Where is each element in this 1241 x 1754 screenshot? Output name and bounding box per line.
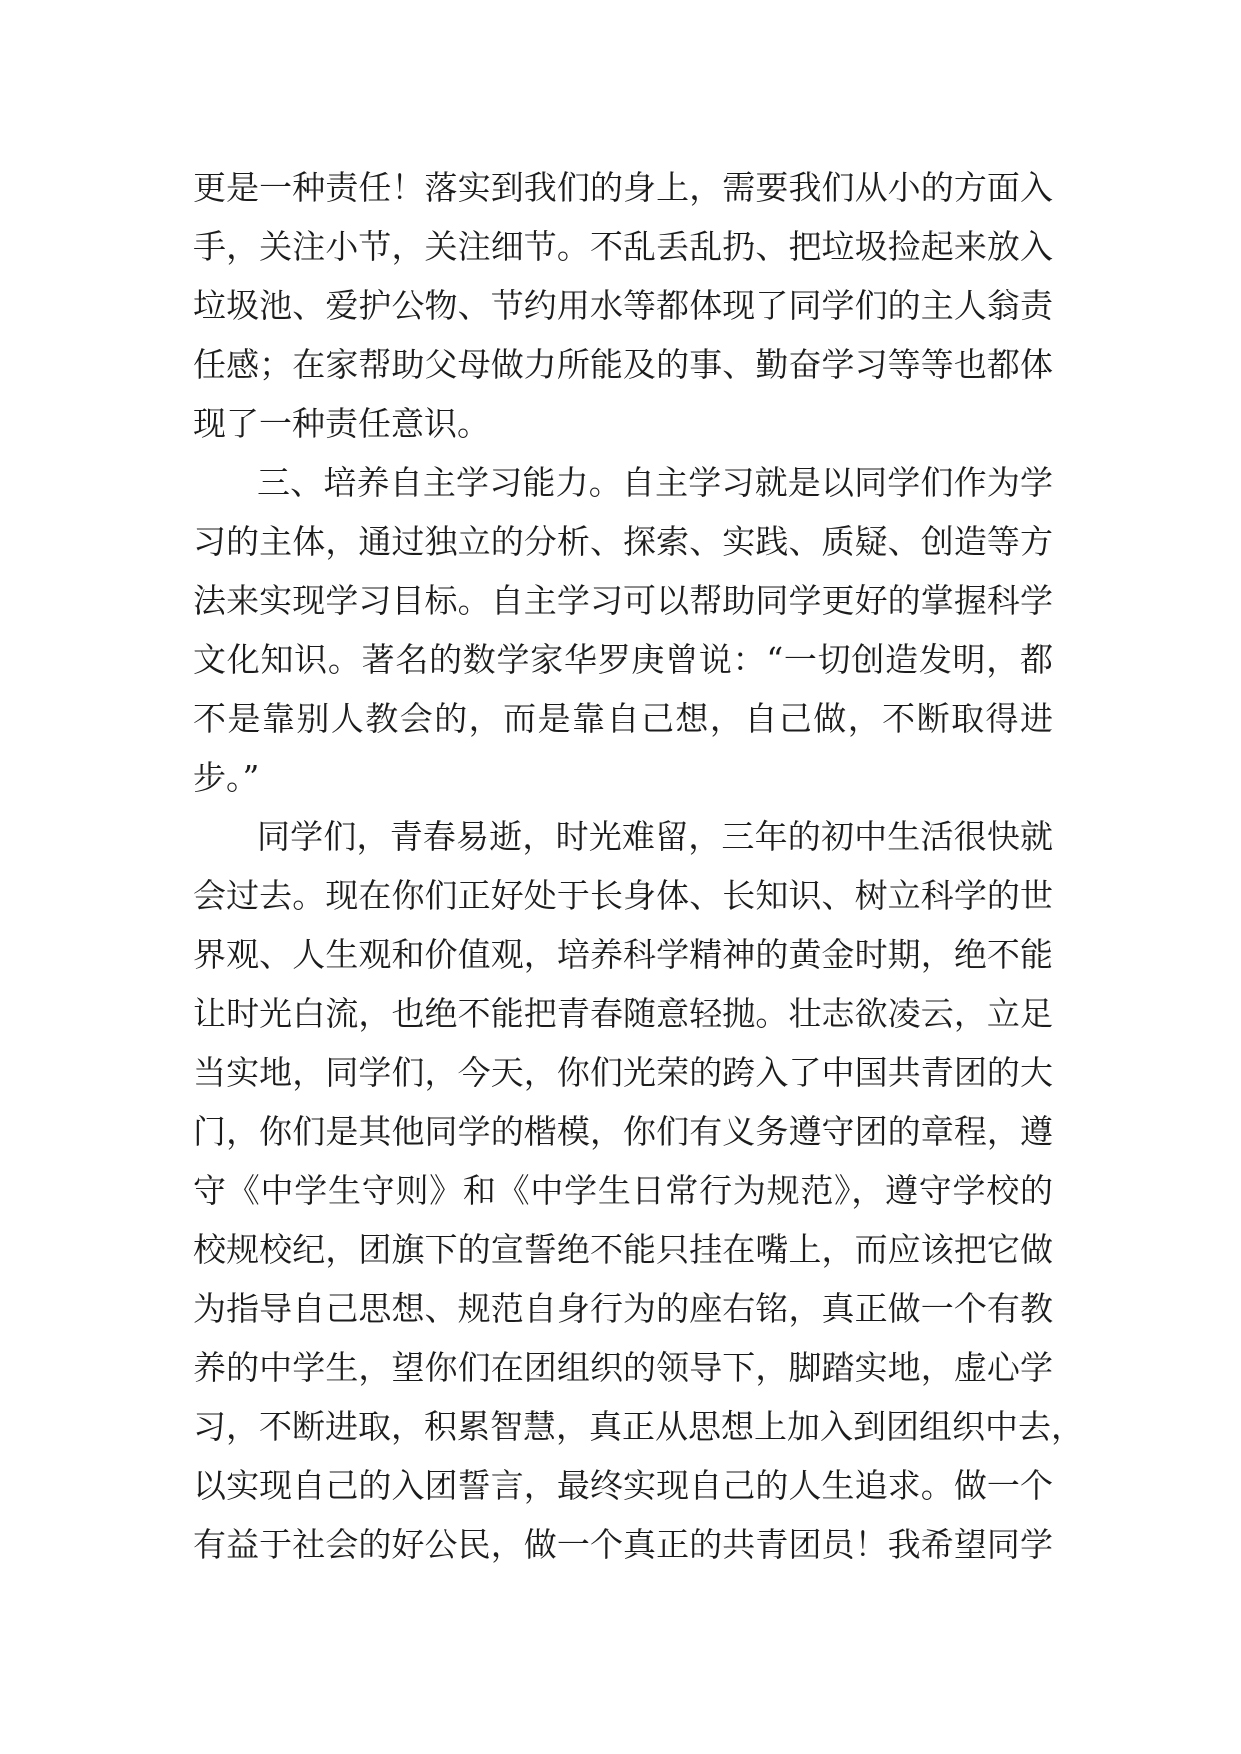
text-line: 法来实现学习目标。自主学习可以帮助同学更好的掌握科学 xyxy=(193,581,1053,620)
text-line: 当实地，同学们，今天，你们光荣的跨入了中国共青团的大 xyxy=(193,1053,1053,1092)
text-line: 习的主体，通过独立的分析、探索、实践、质疑、创造等方 xyxy=(193,522,1053,561)
text-line: 步。” xyxy=(193,758,260,797)
text-line: 任感；在家帮助父母做力所能及的事、勤奋学习等等也都体 xyxy=(193,345,1053,384)
paragraph-first-line: 三、培养自主学习能力。自主学习就是以同学们作为学 xyxy=(257,463,1053,502)
text-line: 不是靠别人教会的，而是靠自己想，自己做，不断取得进 xyxy=(193,699,1053,738)
text-line: 垃圾池、爱护公物、节约用水等都体现了同学们的主人翁责 xyxy=(193,286,1053,325)
text-line: 守《中学生守则》和《中学生日常行为规范》，遵守学校的 xyxy=(193,1171,1053,1210)
paragraph-first-line: 同学们，青春易逝，时光难留，三年的初中生活很快就 xyxy=(257,817,1053,856)
text-line: 让时光白流，也绝不能把青春随意轻抛。壮志欲凌云，立足 xyxy=(193,994,1053,1033)
text-line: 会过去。现在你们正好处于长身体、长知识、树立科学的世 xyxy=(193,876,1053,915)
text-line: 现了一种责任意识。 xyxy=(193,404,490,443)
text-line: 更是一种责任！落实到我们的身上，需要我们从小的方面入 xyxy=(193,168,1053,207)
text-line: 文化知识。著名的数学家华罗庚曾说：“一切创造发明，都 xyxy=(193,640,1053,679)
text-line: 习，不断进取，积累智慧，真正从思想上加入到团组织中去， xyxy=(193,1407,1084,1446)
body-text xyxy=(193,158,1084,1574)
text-line: 界观、人生观和价值观，培养科学精神的黄金时期，绝不能 xyxy=(193,935,1053,974)
text-line: 门，你们是其他同学的楷模，你们有义务遵守团的章程，遵 xyxy=(193,1112,1053,1151)
text-line: 以实现自己的入团誓言，最终实现自己的人生追求。做一个 xyxy=(193,1466,1053,1505)
text-line: 为指导自己思想、规范自身行为的座右铭，真正做一个有教 xyxy=(193,1289,1053,1328)
text-line: 手，关注小节，关注细节。不乱丢乱扔、把垃圾捡起来放入 xyxy=(193,227,1053,266)
text-line: 校规校纪，团旗下的宣誓绝不能只挂在嘴上，而应该把它做 xyxy=(193,1230,1053,1269)
text-line: 养的中学生，望你们在团组织的领导下，脚踏实地，虚心学 xyxy=(193,1348,1053,1387)
text-line: 有益于社会的好公民，做一个真正的共青团员！我希望同学 xyxy=(193,1525,1053,1564)
